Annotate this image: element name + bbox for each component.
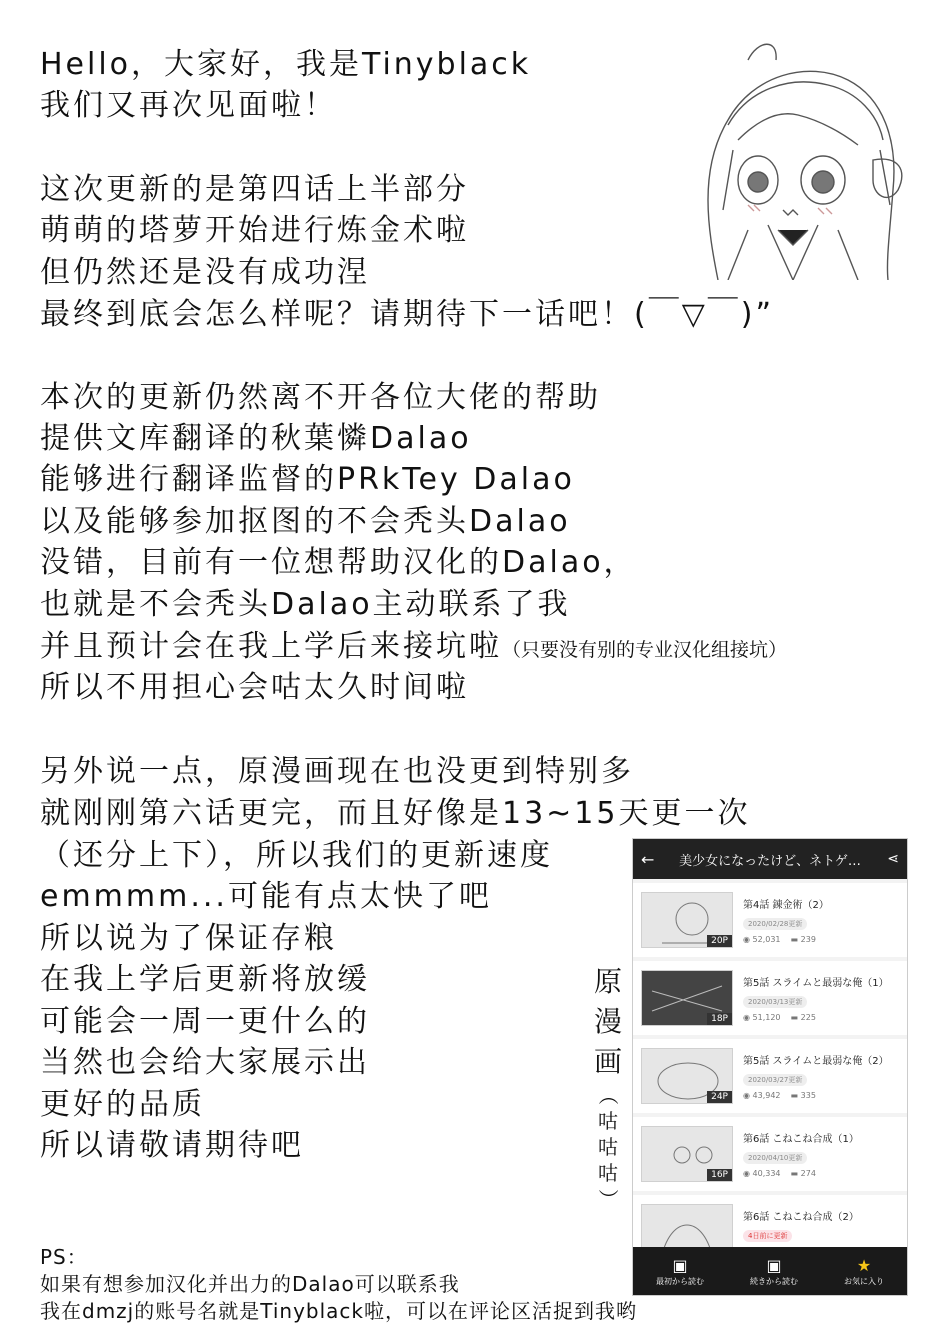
book-icon: ▣: [766, 1255, 782, 1275]
views-count: [743, 1091, 781, 1100]
caption-char: 咕: [598, 1161, 618, 1185]
caption-char: （: [596, 1085, 620, 1105]
episode-item[interactable]: [633, 1039, 907, 1113]
episode-title: 第6話 こねこね合成（2）: [743, 1212, 859, 1223]
comments-value: 239: [800, 935, 816, 944]
text-line: 这次更新的是第四话上半部分: [40, 172, 469, 207]
footer-label: 続きから読む: [750, 1276, 798, 1286]
text-line: 当然也会给大家展示出: [40, 1045, 370, 1080]
text-line: 我们又再次见面啦！: [40, 88, 337, 123]
aside-note: （只要没有别的专业汉化组接坑）: [502, 639, 788, 661]
comment-icon: ▬: [790, 1013, 801, 1022]
text-line: 但仍然还是没有成功涅: [40, 255, 370, 290]
eye-icon: ◉: [743, 935, 753, 944]
ps-label: PS：: [40, 1245, 88, 1269]
text-line: 所以说为了保证存粮: [40, 921, 337, 956]
app-footer: [633, 1247, 907, 1295]
arrow-left-icon[interactable]: ←: [641, 849, 655, 869]
page-count-badge: 18P: [707, 1013, 732, 1025]
footer-label: お気に入り: [844, 1276, 884, 1286]
text-line: 另外说一点，原漫画现在也没更到特别多: [40, 754, 634, 789]
episode-date: 2020/02/28更新: [743, 918, 807, 930]
views-count: [743, 1169, 781, 1178]
text-line: [40, 629, 787, 668]
caption-char: 漫: [593, 1005, 622, 1038]
page-count-badge: 20P: [707, 935, 732, 947]
character-illustration: [658, 30, 920, 280]
vertical-caption: [588, 962, 628, 1212]
episode-title: 第5話 スライムと最弱な俺（1）: [743, 978, 889, 989]
comments-count: [791, 935, 816, 944]
episode-item[interactable]: [633, 961, 907, 1035]
text-line: 更好的品质: [40, 1087, 205, 1122]
comment-icon: ▬: [790, 935, 801, 944]
text-line: 没错，目前有一位想帮助汉化的Dalao，: [40, 545, 637, 580]
page-count-badge: 24P: [707, 1091, 732, 1103]
text-line: 所以请敬请期待吧: [40, 1128, 304, 1163]
views-value: 52,031: [752, 935, 781, 944]
text-line: 萌萌的塔萝开始进行炼金术啦: [40, 213, 469, 248]
text-line: 能够进行翻译监督的PRkTey Dalao: [40, 462, 575, 497]
episode-title: 第6話 こねこね合成（1）: [743, 1134, 859, 1145]
eye-icon: ◉: [743, 1169, 753, 1178]
episode-thumbnail: [641, 1126, 733, 1182]
app-header: [633, 839, 907, 879]
text-line-main: 并且预计会在我上学后来接坑啦: [40, 629, 502, 664]
eye-icon: ◉: [743, 1013, 753, 1022]
comments-value: 225: [800, 1013, 816, 1022]
comments-count: [791, 1013, 816, 1022]
episode-thumbnail: [641, 1048, 733, 1104]
comments-count: [791, 1091, 816, 1100]
read-from-start-button[interactable]: [656, 1256, 704, 1287]
manga-app-screenshot: [632, 838, 908, 1296]
page-count-badge: 16P: [707, 1169, 732, 1181]
favorite-button[interactable]: [844, 1256, 884, 1287]
comments-count: [791, 1169, 816, 1178]
text-line: 可能会一周一更什么的: [40, 1004, 370, 1039]
episode-title: 第5話 スライムと最弱な俺（2）: [743, 1056, 889, 1067]
caption-char: 咕: [598, 1109, 618, 1133]
episode-date: 2020/03/27更新: [743, 1074, 807, 1086]
text-line: （还分上下），所以我们的更新速度: [40, 838, 553, 873]
text-line: 在我上学后更新将放缓: [40, 962, 370, 997]
views-value: 40,334: [752, 1169, 781, 1178]
episode-item[interactable]: [633, 883, 907, 957]
caption-char: 画: [593, 1045, 622, 1078]
views-count: [743, 935, 781, 944]
text-line: Hello，大家好，我是Tinyblack: [40, 47, 532, 82]
share-icon[interactable]: ⋖: [887, 851, 899, 867]
caption-char: 原: [593, 965, 622, 998]
text-line: 所以不用担心会咕太久时间啦: [40, 670, 469, 705]
episode-date: 2020/04/10更新: [743, 1152, 807, 1164]
comments-value: 274: [800, 1169, 816, 1178]
caption-char: 咕: [598, 1135, 618, 1159]
text-line: 以及能够参加抠图的不会秃头Dalao: [40, 504, 571, 539]
text-line: 最终到底会怎么样呢？请期待下一话吧！(￣▽￣)”: [40, 297, 775, 332]
views-value: 51,120: [752, 1013, 781, 1022]
text-line: emmmm...可能有点太快了吧: [40, 879, 492, 914]
series-title: 美少女になったけど、ネトゲ…: [679, 853, 861, 869]
ps-line: 我在dmzj的账号名就是Tinyblack啦，可以在评论区活捉到我哟: [40, 1299, 637, 1323]
text-line: 也就是不会秃头Dalao主动联系了我: [40, 587, 571, 622]
episode-thumbnail: [641, 970, 733, 1026]
caption-char: ）: [596, 1189, 620, 1209]
text-line: 就刚刚第六话更完，而且好像是13~15天更一次: [40, 796, 751, 831]
text-line: 提供文库翻译的秋葉憐Dalao: [40, 421, 472, 456]
comments-value: 335: [800, 1091, 816, 1100]
eye-icon: ◉: [743, 1091, 753, 1100]
comment-icon: ▬: [790, 1169, 801, 1178]
text-line: 本次的更新仍然离不开各位大佬的帮助: [40, 380, 601, 415]
ps-line: 如果有想参加汉化并出力的Dalao可以联系我: [40, 1272, 460, 1296]
episode-date: 2020/03/13更新: [743, 996, 807, 1008]
comment-icon: ▬: [790, 1091, 801, 1100]
star-icon: ★: [856, 1255, 872, 1275]
continue-reading-button[interactable]: [750, 1256, 798, 1287]
book-icon: ▣: [672, 1255, 688, 1275]
episode-item[interactable]: [633, 1117, 907, 1191]
footer-label: 最初から読む: [656, 1276, 704, 1286]
episode-date: 4日前に更新: [743, 1230, 792, 1242]
episode-thumbnail: [641, 892, 733, 948]
episode-title: 第4話 錬金術（2）: [743, 900, 829, 911]
views-value: 43,942: [752, 1091, 781, 1100]
views-count: [743, 1013, 781, 1022]
